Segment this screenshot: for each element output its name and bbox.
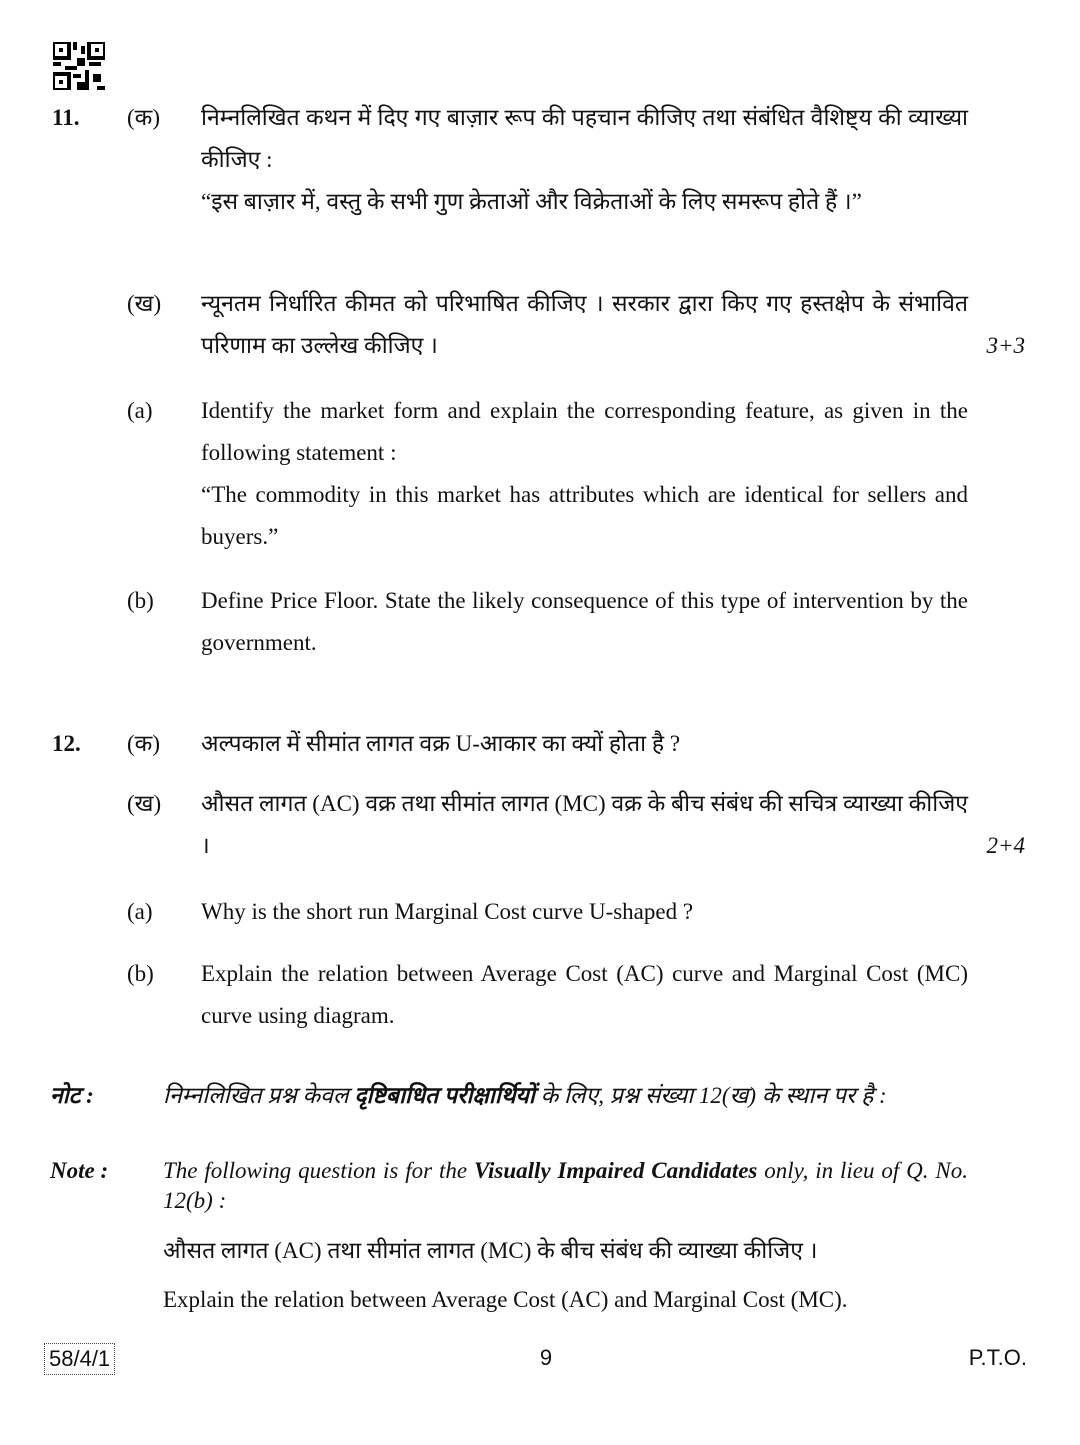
marks: 3+3 — [986, 333, 1025, 358]
paper-code: 58/4/1 — [44, 1343, 115, 1375]
note-text: The following question is for the — [163, 1158, 474, 1183]
part-label: (a) — [127, 398, 153, 423]
quote-text: “The commodity in this market has attributes which are identical for sellers and buyers.” — [201, 482, 968, 549]
note-text-hindi — [163, 1077, 968, 1114]
note-label-en: Note : — [50, 1158, 109, 1183]
question-text-hindi-a — [201, 97, 968, 223]
part-label: (क) — [127, 731, 160, 756]
question-number: 11. — [52, 105, 80, 130]
part-label: (ख) — [127, 791, 162, 816]
note-text: निम्नलिखित प्रश्न केवल — [163, 1083, 355, 1108]
part-label: (b) — [127, 961, 154, 986]
note-text: only, in lieu of Q. No. 12(b) : — [163, 1158, 969, 1213]
question-text: Identify the market form and explain the corresponding feature, as given in the following statement : — [201, 398, 968, 465]
page-number: 9 — [539, 1345, 553, 1370]
part-label: (a) — [127, 899, 153, 924]
note-emphasis: Visually Impaired Candidates — [473, 1158, 758, 1183]
question-text-en-a: Why is the short run Marginal Cost curve U-shaped ? — [201, 899, 694, 924]
question-text-en-b: Explain the relation between Average Cost (AC) curve and Marginal Cost (MC) curve using diagram. — [201, 961, 968, 1028]
question-text-en-a — [201, 390, 968, 558]
note-emphasis: दृष्टिबाधित परीक्षार्थियों — [354, 1083, 535, 1108]
note-label-hindi: नोट : — [50, 1083, 94, 1108]
quote-text: “इस बाज़ार में, वस्तु के सभी गुण क्रेताओं और विक्रेताओं के लिए समरूप होते हैं ।” — [201, 189, 862, 214]
pto-label: P.T.O. — [968, 1345, 1027, 1370]
question-text-en-b: Define Price Floor. State the likely consequence of this type of intervention by the government. — [201, 588, 968, 655]
vi-question-en: Explain the relation between Average Cost (AC) and Marginal Cost (MC). — [163, 1287, 848, 1312]
question-text-hindi-b: न्यूनतम निर्धारित कीमत को परिभाषित कीजिए । सरकार द्वारा किए गए हस्तक्षेप के संभावित परिणाम का उल्लेख कीजिए । — [201, 291, 968, 358]
question-text-hindi-a: अल्पकाल में सीमांत लागत वक्र U-आकार का क्यों होता है ? — [201, 731, 681, 756]
qr-code-icon — [53, 42, 105, 90]
question-number: 12. — [52, 731, 81, 756]
part-label: (ख) — [127, 291, 162, 316]
marks: 2+4 — [986, 833, 1025, 858]
question-text-hindi-b: औसत लागत (AC) वक्र तथा सीमांत लागत (MC) वक्र के बीच संबंध की सचित्र व्याख्या कीजिए । — [201, 791, 968, 858]
note-text-en — [163, 1156, 968, 1216]
part-label: (क) — [127, 105, 160, 130]
note-text: के लिए, प्रश्न संख्या 12(ख) के स्थान पर है : — [534, 1083, 887, 1108]
part-label: (b) — [127, 588, 154, 613]
vi-question-hindi: औसत लागत (AC) तथा सीमांत लागत (MC) के बीच संबंध की व्याख्या कीजिए । — [163, 1238, 818, 1263]
question-text: निम्नलिखित कथन में दिए गए बाज़ार रूप की पहचान कीजिए तथा संबंधित वैशिष्ट्य की व्याख्या कीजिए : — [201, 105, 968, 172]
